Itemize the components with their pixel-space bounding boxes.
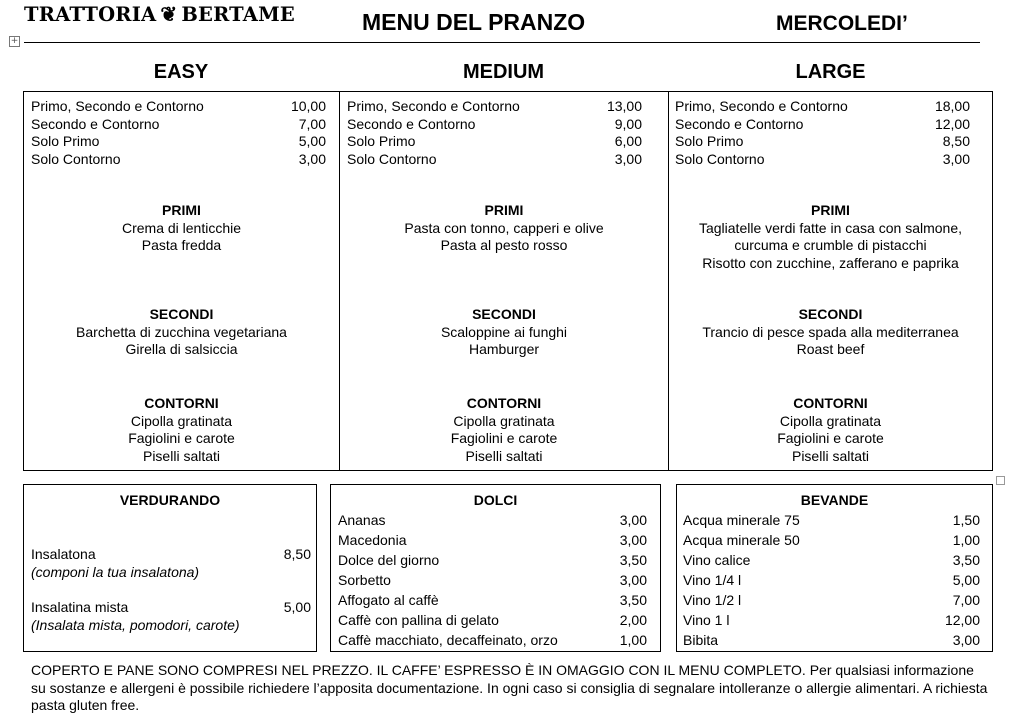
dolci-list: [338, 510, 647, 650]
list-item: [338, 510, 647, 530]
item-label: Vino 1/4 l: [683, 572, 742, 588]
price-label: Solo Contorno: [675, 150, 765, 167]
dish-item: Girella di salsiccia: [125, 341, 238, 357]
item-price: 2,00: [619, 612, 647, 628]
price-label: Solo Primo: [347, 133, 416, 149]
dish-item: Roast beef: [796, 341, 865, 357]
item-label: Acqua minerale 75: [683, 512, 800, 528]
restaurant-logo: [24, 2, 295, 26]
price-value: 13,00: [606, 98, 642, 114]
item-price: 3,50: [952, 552, 980, 568]
price-row: [31, 98, 326, 116]
item-label: Caffè con pallina di gelato: [338, 612, 499, 628]
price-value: 12,00: [934, 115, 970, 132]
contorni-section: [669, 395, 992, 465]
price-label: Primo, Secondo e Contorno: [347, 98, 520, 114]
dish-item: Pasta al pesto rosso: [440, 237, 568, 253]
dish-item: Scaloppine ai funghi: [440, 323, 568, 340]
dish-item: Pasta con tonno, capperi e olive: [404, 219, 604, 236]
dish-item: Fagiolini e carote: [777, 430, 884, 446]
section-heading: SECONDI: [472, 306, 536, 322]
item-label: Dolce del giorno: [338, 552, 440, 568]
item-price: 5,00: [283, 599, 311, 615]
price-row: [347, 151, 642, 169]
dish-item: curcuma e crumble di pistacchi: [734, 237, 927, 253]
item-price: 8,50: [283, 546, 311, 562]
dish-item: Hamburger: [468, 341, 540, 357]
item-label: Affogato al caffè: [338, 592, 439, 608]
item-price: 3,00: [619, 572, 647, 588]
item-price: 3,00: [619, 512, 647, 528]
list-item: [338, 530, 647, 550]
price-value: 3,00: [614, 150, 642, 167]
dish-item: Cipolla gratinata: [130, 412, 233, 429]
box-title: VERDURANDO: [119, 492, 221, 508]
item-price: 12,00: [944, 612, 980, 628]
price-value: 5,00: [298, 133, 326, 149]
footer-note: COPERTO E PANE SONO COMPRESI NEL PREZZO. IL CAFFE’ ESPRESSO È IN OMAGGIO CON IL MENU COMPLETO. Per qualsiasi informazione su sostanze e allergeni è possibile richiedere l’apposita documentazione. In ogni caso si consiglia di segnalare intolleranze o allergie alimentari. A richiesta pasta gluten free.: [31, 662, 988, 713]
primi-section: [24, 202, 339, 255]
logo-text-left: TRATTORIA: [24, 3, 157, 26]
item-price: 3,00: [952, 632, 980, 648]
verdurando-box: [23, 484, 317, 652]
list-item: [338, 610, 647, 630]
list-item: [683, 590, 980, 610]
list-item: [338, 550, 647, 570]
price-value: 10,00: [290, 98, 326, 114]
dish-item: Tagliatelle verdi fatte in casa con salmone,: [698, 219, 963, 236]
price-row: [31, 151, 326, 169]
bevande-box: [676, 484, 993, 652]
price-label: Solo Primo: [31, 133, 100, 149]
logo-text-right: BERTAME: [181, 3, 295, 26]
section-heading: PRIMI: [162, 202, 201, 218]
list-item: [683, 550, 980, 570]
item-price: 1,00: [619, 632, 647, 648]
size-title-medium: MEDIUM: [462, 61, 545, 83]
item-label: Vino 1/2 l: [683, 592, 742, 608]
section-heading: CONTORNI: [144, 395, 219, 411]
price-row: [347, 98, 642, 116]
menu-column-large: [669, 92, 992, 470]
dish-item: Fagiolini e carote: [128, 430, 235, 446]
section-heading: SECONDI: [798, 306, 863, 322]
section-heading: CONTORNI: [466, 395, 542, 411]
item-description: (Insalata mista, pomodori, carote): [31, 616, 240, 633]
price-list: [347, 98, 642, 168]
menu-title: MENU DEL PRANZO: [362, 9, 586, 35]
salad-item: [31, 599, 311, 634]
price-label: Solo Contorno: [31, 150, 121, 167]
price-label: Solo Primo: [675, 133, 744, 149]
size-title-easy: EASY: [153, 61, 209, 83]
list-item: [683, 610, 980, 630]
header-divider: [24, 42, 980, 43]
move-handle-icon[interactable]: +: [10, 36, 19, 46]
salad-line: [31, 546, 311, 564]
table-resize-handle[interactable]: [996, 476, 1005, 485]
item-price: 7,00: [952, 592, 980, 608]
box-title: DOLCI: [473, 492, 518, 508]
bevande-list: [683, 510, 980, 650]
item-description: (componi la tua insalatona): [31, 563, 200, 580]
item-price: 1,00: [952, 532, 980, 548]
dish-item: Cipolla gratinata: [779, 412, 882, 429]
price-label: Secondo e Contorno: [31, 115, 160, 132]
section-heading: PRIMI: [484, 202, 524, 218]
list-item: [683, 530, 980, 550]
item-label: Macedonia: [338, 532, 407, 548]
menu-sizes-table: [23, 91, 993, 471]
item-label: Caffè macchiato, decaffeinato, orzo: [338, 632, 558, 648]
list-item: [338, 630, 647, 650]
dish-item: Piselli saltati: [465, 447, 543, 464]
contorni-section: [24, 395, 339, 465]
item-price: 3,50: [619, 552, 647, 568]
secondi-section: [24, 306, 339, 359]
price-row: [347, 133, 642, 151]
price-row: [675, 133, 970, 151]
dish-item: Piselli saltati: [142, 447, 221, 464]
price-row: [675, 116, 970, 134]
item-label: Insalatona: [31, 546, 96, 562]
dish-item: Risotto con zucchine, zafferano e paprika: [702, 254, 959, 271]
section-heading: CONTORNI: [793, 395, 868, 411]
item-label: Vino calice: [683, 552, 751, 568]
price-label: Secondo e Contorno: [675, 115, 804, 132]
dish-item: Barchetta di zucchina vegetariana: [76, 323, 287, 340]
item-price: 1,50: [952, 512, 980, 528]
price-label: Solo Contorno: [347, 150, 437, 167]
dish-item: Crema di lenticchie: [121, 219, 242, 236]
price-label: Primo, Secondo e Contorno: [675, 98, 848, 114]
price-row: [675, 98, 970, 116]
dish-item: Cipolla gratinata: [453, 412, 555, 429]
item-label: Vino 1 l: [683, 612, 730, 628]
price-value: 8,50: [942, 133, 970, 149]
item-price: 3,50: [619, 592, 647, 608]
list-item: [683, 510, 980, 530]
item-label: Sorbetto: [338, 572, 391, 588]
section-heading: SECONDI: [149, 306, 214, 322]
list-item: [683, 630, 980, 650]
menu-day: MERCOLEDI’: [776, 12, 908, 35]
primi-section: [340, 202, 668, 255]
secondi-section: [669, 306, 992, 359]
menu-column-medium: [340, 92, 668, 470]
dish-item: Pasta fredda: [141, 237, 222, 253]
price-row: [31, 133, 326, 151]
price-row: [347, 116, 642, 134]
price-list: [31, 98, 326, 168]
dish-item: Trancio di pesce spada alla mediterranea: [702, 323, 959, 340]
price-value: 3,00: [942, 150, 970, 167]
secondi-section: [340, 306, 668, 359]
list-item: [683, 570, 980, 590]
item-label: Ananas: [338, 512, 386, 528]
salad-line: [31, 599, 311, 617]
price-label: Secondo e Contorno: [347, 115, 476, 132]
item-label: Bibita: [683, 632, 719, 648]
list-item: [338, 590, 647, 610]
price-value: 9,00: [614, 115, 642, 132]
price-row: [31, 116, 326, 134]
section-heading: PRIMI: [811, 202, 850, 218]
ornament-icon: ❦: [160, 2, 178, 26]
list-item: [338, 570, 647, 590]
dolci-box: [330, 484, 661, 652]
salad-item: [31, 546, 311, 581]
price-value: 6,00: [614, 133, 642, 149]
contorni-section: [340, 395, 668, 465]
menu-column-easy: [24, 92, 339, 470]
price-value: 3,00: [298, 150, 326, 167]
price-label: Primo, Secondo e Contorno: [31, 98, 204, 114]
price-list: [675, 98, 970, 168]
price-value: 18,00: [934, 98, 970, 114]
dish-item: Piselli saltati: [791, 447, 870, 464]
price-row: [675, 151, 970, 169]
item-label: Insalatina mista: [31, 599, 129, 615]
size-title-large: LARGE: [795, 61, 866, 83]
primi-section: [669, 202, 992, 272]
dish-item: Fagiolini e carote: [450, 430, 558, 446]
item-price: 5,00: [952, 572, 980, 588]
box-title: BEVANDE: [800, 492, 869, 508]
item-label: Acqua minerale 50: [683, 532, 800, 548]
item-price: 3,00: [619, 532, 647, 548]
price-value: 7,00: [298, 115, 326, 132]
